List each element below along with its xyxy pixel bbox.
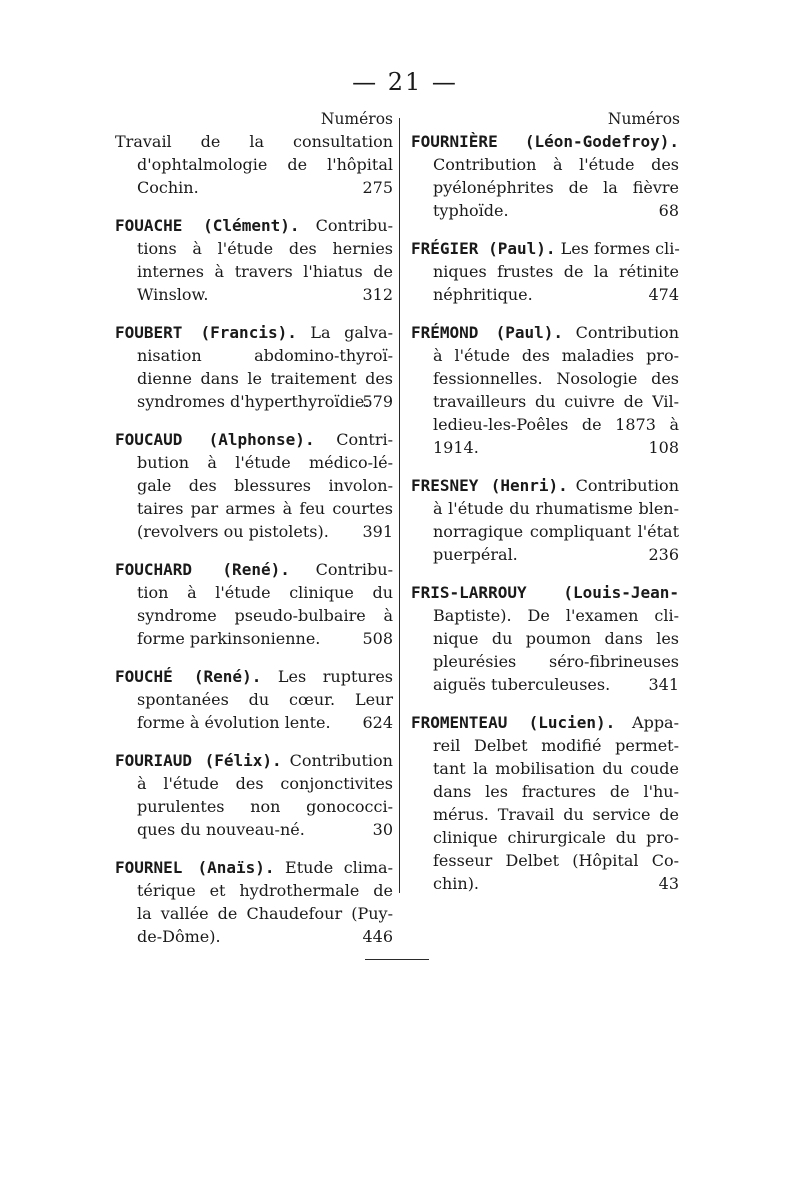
entry-line-text: niques frustes de la rétinite [433, 262, 679, 281]
entry-line [115, 451, 393, 474]
entry-number: 275 [362, 178, 393, 197]
entry-line-text: nique du poumon dans les [433, 629, 679, 648]
entry-title-start: Les formes cli- [555, 239, 680, 258]
entry-line [411, 283, 679, 306]
entry-line-text: de-Dôme). [137, 927, 221, 946]
entry-line-text: Contribution à l'étude des [433, 155, 679, 174]
entry-line-text: puerpéral. [433, 545, 518, 564]
entry-line [411, 199, 679, 222]
index-entry [115, 130, 393, 199]
entry-author: FROMENTEAU (Lucien). [411, 713, 616, 732]
entry-line-text: d'ophtalmologie de l'hôpital [137, 155, 393, 174]
entry-line [115, 237, 393, 260]
index-entry [115, 749, 393, 841]
entry-author: FOURIAUD (Félix). [115, 751, 282, 770]
entry-line [411, 872, 679, 895]
index-entry [115, 665, 393, 734]
entry-line [411, 711, 679, 734]
entry-line [411, 130, 679, 153]
entry-line-text: forme parkinsonienne. [137, 629, 321, 648]
entry-line [115, 558, 393, 581]
entry-line [115, 818, 393, 841]
index-entry [411, 711, 679, 895]
entry-line-text: internes à travers l'hiatus de [137, 262, 393, 281]
bottom-rule [365, 959, 429, 960]
entry-line [411, 543, 679, 566]
entry-line [115, 214, 393, 237]
entry-line [115, 283, 393, 306]
entry-title-start: Les ruptures [261, 667, 393, 686]
entry-line-text: typhoïde. [433, 201, 509, 220]
entry-line-text: fessionnelles. Nosologie des [433, 369, 679, 388]
entry-title-start: Contribu- [289, 560, 393, 579]
entry-title-start: Contribution [563, 323, 679, 342]
entry-line [115, 627, 393, 650]
index-entry [411, 581, 679, 696]
right-column [411, 130, 679, 895]
entry-title-start: Contribution [567, 476, 679, 495]
entry-author: FOUACHE (Clément). [115, 216, 300, 235]
entry-title-start: Etude clima- [274, 858, 393, 877]
entry-line-text: norragique compliquant l'état [433, 522, 679, 541]
entry-line [411, 581, 679, 604]
entry-line-text: forme à évolution lente. [137, 713, 331, 732]
entry-number: 43 [658, 874, 679, 893]
entry-number: 68 [658, 201, 679, 220]
entry-line [115, 176, 393, 199]
entry-number: 579 [362, 392, 393, 411]
entry-line-text: Winslow. [137, 285, 209, 304]
entry-line [411, 673, 679, 696]
entry-line [411, 650, 679, 673]
entry-line [115, 688, 393, 711]
entry-line [115, 130, 393, 153]
entry-line [411, 176, 679, 199]
entry-author: FOURNEL (Anaïs). [115, 858, 275, 877]
entry-number: 446 [362, 927, 393, 946]
entry-line-text: travailleurs du cuivre de Vil- [433, 392, 679, 411]
right-column-header: Numéros [607, 110, 680, 128]
entry-line-text: bution à l'étude médico-lé- [137, 453, 393, 472]
entry-line [411, 849, 679, 872]
entry-line-text: à l'étude du rhumatisme blen- [433, 499, 679, 518]
entry-author: FOURNIÈRE (Léon-Godefroy). [411, 132, 679, 151]
entry-line-text: gale des blessures involon- [137, 476, 393, 495]
entry-line-text: pleurésies séro-fibrineuses [433, 652, 679, 671]
left-column-header: Numéros [320, 110, 393, 128]
entry-line [411, 757, 679, 780]
entry-line-text: dans les fractures de l'hu- [433, 782, 679, 801]
entry-line [115, 711, 393, 734]
entry-line-text: tions à l'étude des hernies [137, 239, 393, 258]
entry-number: 108 [648, 438, 679, 457]
entry-line [411, 237, 679, 260]
entry-line [115, 772, 393, 795]
entry-line-text: fesseur Delbet (Hôpital Co- [433, 851, 679, 870]
entry-number: 312 [362, 285, 393, 304]
entry-line-text: spontanées du cœur. Leur [137, 690, 393, 709]
entry-line [411, 604, 679, 627]
index-entry [115, 321, 393, 413]
entry-line [411, 413, 679, 436]
entry-title-start: La galva- [296, 323, 394, 342]
entry-line-text: syndromes d'hyperthyroïdie. [137, 392, 370, 411]
entry-line-text: mérus. Travail du service de [433, 805, 679, 824]
entry-number: 474 [648, 285, 679, 304]
entry-line [115, 749, 393, 772]
index-entry [115, 428, 393, 543]
entry-line-text: nisation abdomino-thyroï- [137, 346, 393, 365]
index-entry [411, 130, 679, 222]
entry-line-text: à l'étude des conjonctivites [137, 774, 393, 793]
entry-line [411, 780, 679, 803]
entry-line [115, 902, 393, 925]
entry-line-text: chin). [433, 874, 480, 893]
entry-line [411, 153, 679, 176]
entry-line-text: ledieu-les-Poêles de 1873 à [433, 415, 679, 434]
entry-line [411, 520, 679, 543]
entry-line [115, 260, 393, 283]
entry-title-start: Contribu- [299, 216, 393, 235]
entry-line [115, 367, 393, 390]
entry-line [115, 153, 393, 176]
entry-number: 236 [648, 545, 679, 564]
entry-line-text: reil Delbet modifié permet- [433, 736, 679, 755]
entry-line-text: (revolvers ou pistolets). [137, 522, 329, 541]
entry-line-text: syndrome pseudo-bulbaire à [137, 606, 393, 625]
entry-title-start: Appa- [615, 713, 679, 732]
entry-line-text: à l'étude des maladies pro- [433, 346, 679, 365]
entry-line [115, 665, 393, 688]
entry-author: FOUCAUD (Alphonse). [115, 430, 315, 449]
entry-title-start: Contribution [281, 751, 393, 770]
index-entry [115, 558, 393, 650]
entry-line [411, 321, 679, 344]
entry-number: 30 [372, 820, 393, 839]
entry-line-text: aiguës tuberculeuses. [433, 675, 611, 694]
entry-number: 341 [648, 675, 679, 694]
entry-line [411, 803, 679, 826]
entry-line-text: 1914. [433, 438, 479, 457]
entry-line [411, 367, 679, 390]
entry-line [411, 627, 679, 650]
entry-line [115, 879, 393, 902]
entry-line [115, 344, 393, 367]
entry-title-start: Contri- [314, 430, 393, 449]
entry-line [411, 474, 679, 497]
index-entry [115, 214, 393, 306]
entry-line [411, 826, 679, 849]
entry-author: FRIS-LARROUY (Louis-Jean- [411, 583, 679, 602]
entry-line [411, 344, 679, 367]
entry-line [411, 436, 679, 459]
entry-line [411, 260, 679, 283]
entry-number: 624 [362, 713, 393, 732]
entry-author: FOUBERT (Francis). [115, 323, 297, 342]
page-number: — 21 — [352, 68, 458, 96]
entry-line [115, 581, 393, 604]
entry-line-text: Cochin. [137, 178, 199, 197]
entry-line-text: Baptiste). De l'examen cli- [433, 606, 679, 625]
entry-line-text: tion à l'étude clinique du [137, 583, 393, 602]
entry-line-text: ques du nouveau-né. [137, 820, 305, 839]
entry-line [115, 321, 393, 344]
entry-line-text: purulentes non gonococci- [137, 797, 393, 816]
entry-line-text: taires par armes à feu courtes [137, 499, 393, 518]
entry-line [411, 497, 679, 520]
entry-line [115, 604, 393, 627]
entry-line [115, 474, 393, 497]
index-entry [411, 321, 679, 459]
entry-author: FRESNEY (Henri). [411, 476, 568, 495]
entry-line [115, 856, 393, 879]
entry-author: FOUCHÉ (René). [115, 667, 262, 686]
entry-line [115, 428, 393, 451]
entry-author: FOUCHARD (René). [115, 560, 290, 579]
index-entry [411, 474, 679, 566]
entry-line-text: pyélonéphrites de la fièvre [433, 178, 679, 197]
entry-line [115, 925, 393, 948]
entry-author: FRÉGIER (Paul). [411, 239, 556, 258]
index-entry [411, 237, 679, 306]
left-column [115, 130, 393, 948]
entry-line-text: Travail de la consultation [115, 132, 393, 151]
entry-line-text: tant la mobilisation du coude [433, 759, 679, 778]
entry-number: 391 [362, 522, 393, 541]
entry-line [411, 390, 679, 413]
entry-line-text: clinique chirurgicale du pro- [433, 828, 679, 847]
entry-line-text: néphritique. [433, 285, 533, 304]
entry-line-text: dienne dans le traitement des [137, 369, 393, 388]
entry-line [115, 520, 393, 543]
index-entry [115, 856, 393, 948]
entry-line-text: térique et hydrothermale de [137, 881, 393, 900]
entry-author: FRÉMOND (Paul). [411, 323, 563, 342]
entry-number: 508 [362, 629, 393, 648]
entry-line [115, 795, 393, 818]
entry-line-text: la vallée de Chaudefour (Puy- [137, 904, 393, 923]
entry-line [115, 497, 393, 520]
column-divider [399, 118, 400, 893]
entry-line [411, 734, 679, 757]
entry-line [115, 390, 393, 413]
